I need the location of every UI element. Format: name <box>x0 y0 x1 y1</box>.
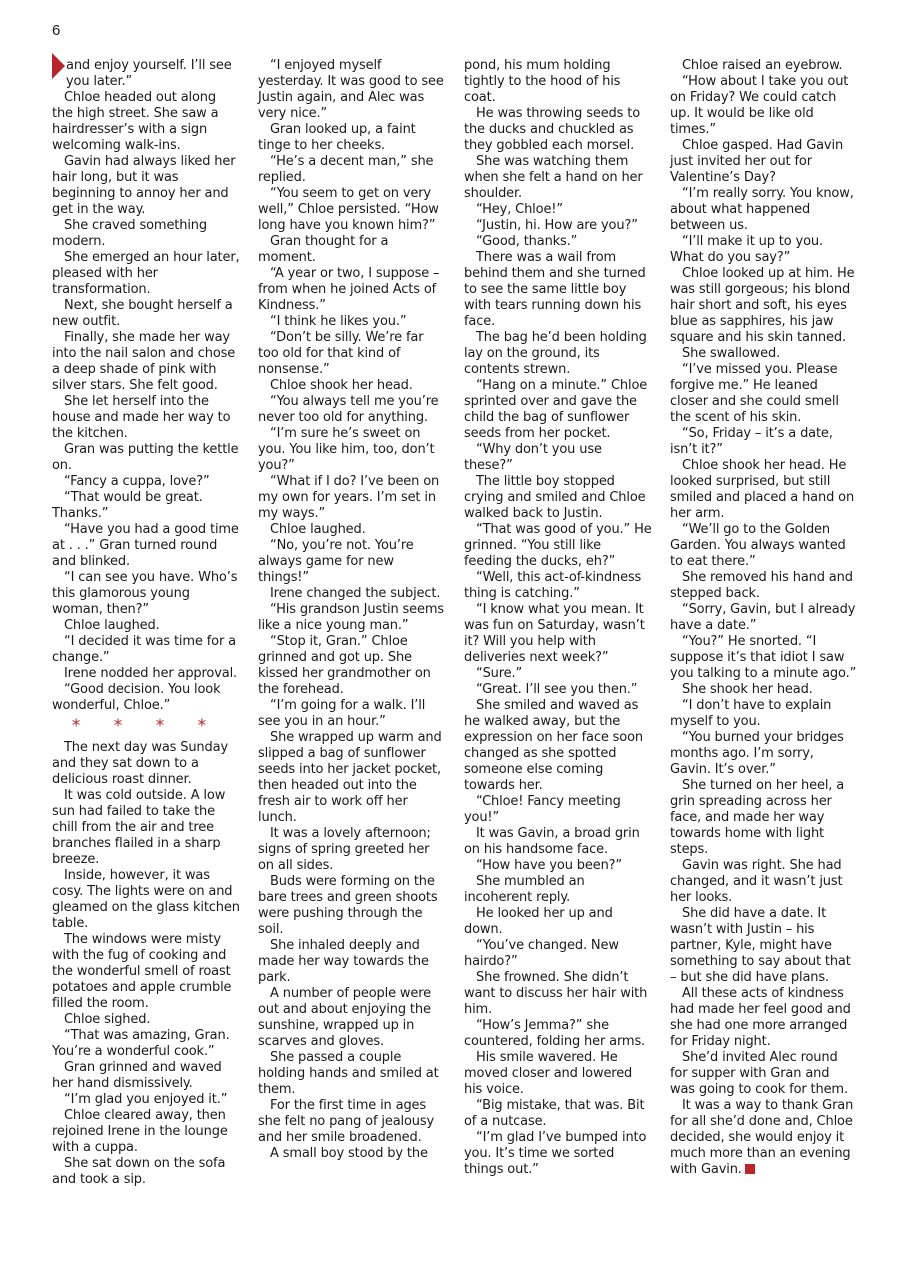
paragraph: Chloe sighed. <box>64 1012 151 1027</box>
paragraph: “Have you had a good time at . . .” Gran turned round and blinked. <box>52 522 239 569</box>
paragraph: She smiled and waved as he walked away, but the expression on her face soon changed as she spotted someone else coming towards her. <box>464 698 643 793</box>
paragraph: “I enjoyed myself yesterday. It was good to see Justin again, and Alec was very nice.” <box>258 58 444 121</box>
text-column-3 <box>464 58 652 1178</box>
paragraph: “Justin, hi. How are you?” <box>476 218 638 233</box>
paragraph: His smile wavered. He moved closer and lowered his voice. <box>464 1050 633 1097</box>
paragraph: “We’ll go to the Golden Garden. You always wanted to eat there.” <box>670 522 846 569</box>
paragraph: “That would be great. Thanks.” <box>52 490 203 521</box>
paragraph: Finally, she made her way into the nail salon and chose a deep shade of pink with silver stars. She felt good. <box>52 330 236 393</box>
paragraph: Chloe raised an eyebrow. <box>682 58 843 73</box>
paragraph: “Great. I’ll see you then.” <box>476 682 638 697</box>
paragraph: The next day was Sunday and they sat down to a delicious roast dinner. <box>52 740 228 787</box>
paragraph: “His grandson Justin seems like a nice young man.” <box>258 602 445 633</box>
paragraph: She emerged an hour later, pleased with her transformation. <box>52 250 240 297</box>
paragraph: She was watching them when she felt a hand on her shoulder. <box>464 154 643 201</box>
text-column-4 <box>670 58 858 1178</box>
paragraph: “I don’t have to explain myself to you. <box>670 698 832 729</box>
paragraph: “I decided it was time for a change.” <box>52 634 236 665</box>
paragraph: Chloe gasped. Had Gavin just invited her out for Valentine’s Day? <box>670 138 844 185</box>
paragraph: She’d invited Alec round for supper with Gran and was going to cook for them. <box>670 1050 848 1097</box>
paragraph: Chloe laughed. <box>64 618 160 633</box>
page-number: 6 <box>52 22 61 39</box>
paragraph: “You always tell me you’re never too old for anything. <box>258 394 439 425</box>
paragraph: She shook her head. <box>682 682 813 697</box>
paragraph: “No, you’re not. You’re always game for new things!” <box>258 538 414 585</box>
paragraph: Chloe laughed. <box>270 522 366 537</box>
paragraph: Chloe shook her head. <box>270 378 413 393</box>
paragraph: The windows were misty with the fug of cooking and the wonderful smell of roast potatoes and apple crumble filled the room. <box>52 932 232 1011</box>
text-column-2 <box>258 58 446 1162</box>
paragraph: “You seem to get on very well,” Chloe persisted. “How long have you known him?” <box>258 186 439 233</box>
paragraph: She craved something modern. <box>52 218 207 249</box>
paragraph: Gran looked up, a faint tinge to her cheeks. <box>258 122 416 153</box>
paragraph: Gran thought for a moment. <box>258 234 389 265</box>
paragraph: Buds were forming on the bare trees and green shoots were pushing through the soil. <box>258 874 438 937</box>
paragraph: “That was good of you.” He grinned. “You still like feeding the ducks, eh?” <box>464 522 652 569</box>
paragraph: “I know what you mean. It was fun on Saturday, wasn’t it? Will you help with deliveries next week?” <box>464 602 645 665</box>
paragraph: The bag he’d been holding lay on the ground, its contents strewn. <box>464 330 647 377</box>
text-column-1 <box>52 58 240 1188</box>
paragraph: “Hang on a minute.” Chloe sprinted over and gave the child the bag of sunflower seeds from her pocket. <box>464 378 648 441</box>
paragraph: There was a wail from behind them and she turned to see the same little boy with tears running down his face. <box>464 250 646 329</box>
paragraph: She inhaled deeply and made her way towards the park. <box>258 938 429 985</box>
paragraph: “He’s a decent man,” she replied. <box>258 154 434 185</box>
paragraph: “Fancy a cuppa, love?” <box>64 474 210 489</box>
end-of-story-mark <box>745 1164 755 1174</box>
paragraph: She turned on her heel, a grin spreading across her face, and made her way towards home with light steps. <box>670 778 845 857</box>
paragraph: “You’ve changed. New hairdo?” <box>464 938 619 969</box>
paragraph: “How have you been?” <box>476 858 622 873</box>
paragraph: Next, she bought herself a new outfit. <box>52 298 233 329</box>
paragraph: It was Gavin, a broad grin on his handsome face. <box>464 826 640 857</box>
paragraph: For the first time in ages she felt no pang of jealousy and her smile broadened. <box>258 1098 435 1145</box>
paragraph: She swallowed. <box>682 346 781 361</box>
paragraph: “Stop it, Gran.” Chloe grinned and got up. She kissed her grandmother on the forehead. <box>258 634 431 697</box>
paragraph: She removed his hand and stepped back. <box>670 570 853 601</box>
paragraph: “I’m really sorry. You know, about what happened between us. <box>670 186 854 233</box>
paragraph: It was a lovely afternoon; signs of spring greeted her on all sides. <box>258 826 431 873</box>
paragraph: “I can see you have. Who’s this glamorous young woman, then?” <box>52 570 238 617</box>
paragraph: Gavin had always liked her hair long, but it was beginning to annoy her and get in the way. <box>52 154 236 217</box>
paragraph: “Well, this act-of-kindness thing is catching.” <box>464 570 642 601</box>
paragraph: She frowned. She didn’t want to discuss her hair with him. <box>464 970 648 1017</box>
paragraph: “What if I do? I’ve been on my own for years. I’m set in my ways.” <box>258 474 440 521</box>
paragraph: “Sorry, Gavin, but I already have a date.” <box>670 602 856 633</box>
paragraph: Irene changed the subject. <box>270 586 441 601</box>
paragraph: Inside, however, it was cosy. The lights were on and gleamed on the glass kitchen table. <box>52 868 240 931</box>
paragraph: “You burned your bridges months ago. I’m sorry, Gavin. It’s over.” <box>670 730 844 777</box>
paragraph: “I think he likes you.” <box>270 314 407 329</box>
paragraph: “I’ll make it up to you. What do you say?” <box>670 234 823 265</box>
paragraph: A number of people were out and about enjoying the sunshine, wrapped up in scarves and gloves. <box>258 986 431 1049</box>
paragraph: “You?” He snorted. “I suppose it’s that idiot I saw you talking to a minute ago.” <box>670 634 857 681</box>
section-break-stars: * * * * <box>71 716 221 736</box>
paragraph: “That was amazing, Gran. You’re a wonderful cook.” <box>52 1028 230 1059</box>
paragraph: “How’s Jemma?” she countered, folding her arms. <box>464 1018 646 1049</box>
paragraph: “Good decision. You look wonderful, Chloe.” <box>52 682 221 713</box>
paragraph: She did have a date. It wasn’t with Justin – his partner, Kyle, might have something to say about that – but she did have plans. <box>670 906 851 985</box>
paragraph: “Chloe! Fancy meeting you!” <box>464 794 621 825</box>
paragraph: and enjoy yourself. I’ll see you later.” <box>66 58 232 89</box>
paragraph: “Hey, Chloe!” <box>476 202 563 217</box>
paragraph: Chloe looked up at him. He was still gorgeous; his blond hair short and soft, his eyes blue as sapphires, his jaw square and his skin tanned. <box>670 266 855 345</box>
paragraph: The little boy stopped crying and smiled and Chloe walked back to Justin. <box>464 474 646 521</box>
paragraph: Chloe shook her head. He looked surprised, but still smiled and placed a hand on her arm. <box>670 458 855 521</box>
paragraph: pond, his mum holding tightly to the hood of his coat. <box>464 58 621 105</box>
paragraph: “Sure.” <box>476 666 523 681</box>
paragraph: “So, Friday – it’s a date, isn’t it?” <box>670 426 833 457</box>
paragraph: It was cold outside. A low sun had failed to take the chill from the air and tree branches flailed in a sharp breeze. <box>52 788 226 867</box>
paragraph: Chloe cleared away, then rejoined Irene in the lounge with a cuppa. <box>52 1108 228 1155</box>
paragraph: “I’m sure he’s sweet on you. You like him, too, don’t you?” <box>258 426 435 473</box>
paragraph: “Good, thanks.” <box>476 234 578 249</box>
paragraph: She passed a couple holding hands and smiled at them. <box>258 1050 439 1097</box>
paragraph: Irene nodded her approval. <box>64 666 238 681</box>
paragraph: “I’m glad I’ve bumped into you. It’s time we sorted things out.” <box>464 1130 647 1177</box>
paragraph: She mumbled an incoherent reply. <box>464 874 585 905</box>
paragraph: “I’m glad you enjoyed it.” <box>64 1092 228 1107</box>
paragraph: A small boy stood by the <box>270 1146 428 1161</box>
paragraph: “Big mistake, that was. Bit of a nutcase. <box>464 1098 645 1129</box>
paragraph: “A year or two, I suppose – from when he joined Acts of Kindness.” <box>258 266 440 313</box>
paragraph: “Don’t be silly. We’re far too old for that kind of nonsense.” <box>258 330 424 377</box>
paragraph: “I’m going for a walk. I’ll see you in an hour.” <box>258 698 426 729</box>
paragraph: She let herself into the house and made her way to the kitchen. <box>52 394 231 441</box>
paragraph: All these acts of kindness had made her feel good and she had one more arranged for Friday night. <box>670 986 851 1049</box>
paragraph: She wrapped up warm and slipped a bag of sunflower seeds into her jacket pocket, then headed out into the fresh air to work off her lunch. <box>258 730 442 825</box>
paragraph: “I’ve missed you. Please forgive me.” He leaned closer and she could smell the scent of his skin. <box>670 362 839 425</box>
paragraph: It was a way to thank Gran for all she’d done and, Chloe decided, she would enjoy it much more than an evening with Gavin. <box>670 1098 854 1177</box>
paragraph: Gavin was right. She had changed, and it wasn’t just her looks. <box>670 858 843 905</box>
paragraph: Gran grinned and waved her hand dismissively. <box>52 1060 222 1091</box>
paragraph: “How about I take you out on Friday? We could catch up. It would be like old times.” <box>670 74 849 137</box>
paragraph: “Why don’t you use these?” <box>464 442 602 473</box>
paragraph: He was throwing seeds to the ducks and chuckled as they gobbled each morsel. <box>464 106 641 153</box>
paragraph: He looked her up and down. <box>464 906 613 937</box>
paragraph: Chloe headed out along the high street. She saw a hairdresser’s with a sign welcoming walk-ins. <box>52 90 219 153</box>
paragraph: She sat down on the sofa and took a sip. <box>52 1156 226 1187</box>
paragraph: Gran was putting the kettle on. <box>52 442 239 473</box>
